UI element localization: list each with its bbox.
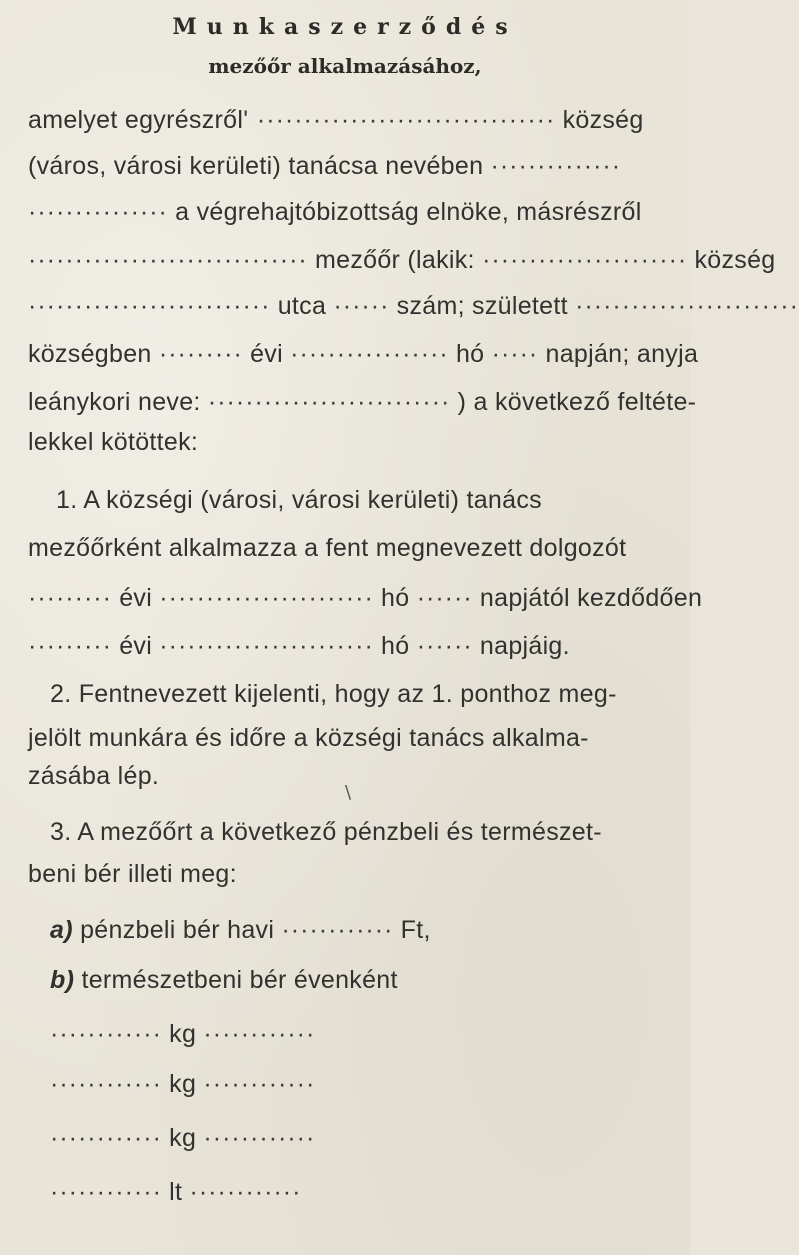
section1-line-2 (28, 534, 626, 563)
blank-field: ················· (290, 340, 449, 368)
section2-text: 2. Fentnevezett kijelenti, hogy az 1. ponthoz meg- (50, 680, 617, 708)
section2-line-1 (50, 680, 617, 709)
preamble-line-5 (28, 292, 799, 321)
preamble-line-6 (28, 340, 698, 369)
section1-line-3 (28, 584, 702, 613)
preamble-text: évi (250, 340, 283, 368)
blank-field: ··············· (28, 198, 168, 226)
section1-line-1 (56, 486, 542, 515)
preamble-text: község (562, 106, 644, 134)
blank-field: ············ (203, 1070, 316, 1098)
section2-line-2 (28, 724, 589, 753)
quantity-row (50, 1178, 301, 1207)
preamble-text: (város, városi kerületi) tanácsa nevében (28, 152, 484, 180)
preamble-line-4 (28, 246, 775, 275)
blank-field: ············ (50, 1020, 162, 1048)
section1-text: évi (119, 632, 153, 660)
section3-item-b (50, 966, 398, 995)
section1-text: 1. A községi (városi, városi kerületi) tanács (56, 486, 542, 514)
section3-line-1 (50, 818, 602, 847)
section1-text: napjáig. (479, 632, 570, 660)
blank-field: ············ (189, 1178, 302, 1206)
pen-mark: \ (345, 782, 352, 803)
unit-label: kg (169, 1124, 197, 1152)
preamble-text: lekkel kötöttek: (28, 428, 199, 456)
quantity-row (50, 1124, 315, 1153)
blank-field: ············ (203, 1124, 316, 1152)
blank-field: ······················ (482, 246, 688, 274)
item-b-label: b) (50, 966, 75, 994)
blank-field: ······ (416, 584, 473, 612)
blank-field: ·························· (207, 388, 451, 416)
preamble-text: utca (277, 292, 327, 320)
section1-line-4 (28, 632, 570, 661)
unit-label: kg (169, 1020, 197, 1048)
preamble-line-7 (28, 388, 696, 417)
blank-field: ············ (281, 916, 394, 944)
blank-field: ······················· (159, 632, 374, 660)
blank-field: ····· (491, 340, 539, 368)
preamble-text: a végrehajtóbizottság elnöke, másrészről (175, 198, 642, 226)
preamble-text: község (694, 246, 776, 274)
blank-field: ········· (158, 340, 243, 368)
section2-line-3 (28, 762, 159, 791)
unit-label: lt (169, 1178, 183, 1206)
preamble-text: leánykori neve: (28, 388, 201, 416)
blank-field: ········· (28, 584, 112, 612)
preamble-text: ) a következő feltéte- (457, 388, 697, 416)
item-a-label: a) (50, 916, 73, 944)
blank-field: ························ (575, 292, 799, 320)
section3-text: 3. A mezőőrt a következő pénzbeli és természet- (50, 818, 602, 846)
preamble-line-3 (28, 198, 642, 227)
preamble-text: mezőőr (lakik: (315, 246, 475, 274)
quantity-row (50, 1020, 315, 1049)
blank-field: ······················· (159, 584, 374, 612)
preamble-text: amelyet egyrészről (28, 106, 244, 134)
section2-text: zásába lép. (28, 762, 160, 790)
item-b-text: természetbeni bér évenként (81, 966, 398, 994)
preamble-text: napján; anyja (545, 340, 699, 368)
preamble-text: hó (455, 340, 485, 368)
preamble-line-8 (28, 428, 198, 457)
section1-text: évi (119, 584, 153, 612)
unit-label: kg (169, 1070, 197, 1098)
item-a-text: pénzbeli bér havi (80, 916, 275, 944)
blank-field: ······ (333, 292, 390, 320)
blank-field: ·············· (490, 152, 622, 180)
blank-field: ········· (28, 632, 112, 660)
section1-text: hó (381, 632, 410, 660)
blank-field: ············ (50, 1070, 162, 1098)
blank-field: ······ (416, 632, 473, 660)
blank-field: ············ (203, 1020, 316, 1048)
section3-line-2 (28, 860, 237, 889)
preamble-text: szám; született (396, 292, 568, 320)
item-a-unit: Ft, (400, 916, 431, 944)
preamble-text: községben (28, 340, 152, 368)
preamble-line-2 (28, 152, 621, 181)
document-subtitle: mezőőr alkalmazásához, (208, 54, 482, 78)
section1-text: hó (381, 584, 410, 612)
section1-text: mezőőrként alkalmazza a fent megnevezett dolgozót (28, 534, 627, 562)
section3-item-a (50, 916, 431, 945)
blank-field: ············ (50, 1124, 162, 1152)
blank-field: ······························ (28, 246, 308, 274)
section2-text: jelölt munkára és időre a községi tanács alkalma- (28, 724, 589, 752)
section1-text: napjától kezdődően (479, 584, 703, 612)
section3-text: beni bér illeti meg: (28, 860, 237, 888)
quantity-row (50, 1070, 315, 1099)
blank-field: ·························· (28, 292, 271, 320)
preamble-line-1 (28, 106, 644, 135)
blank-field: ············ (50, 1178, 162, 1206)
blank-field: ' ································ (243, 106, 556, 134)
document-title: Munkaszerződés (172, 14, 518, 40)
